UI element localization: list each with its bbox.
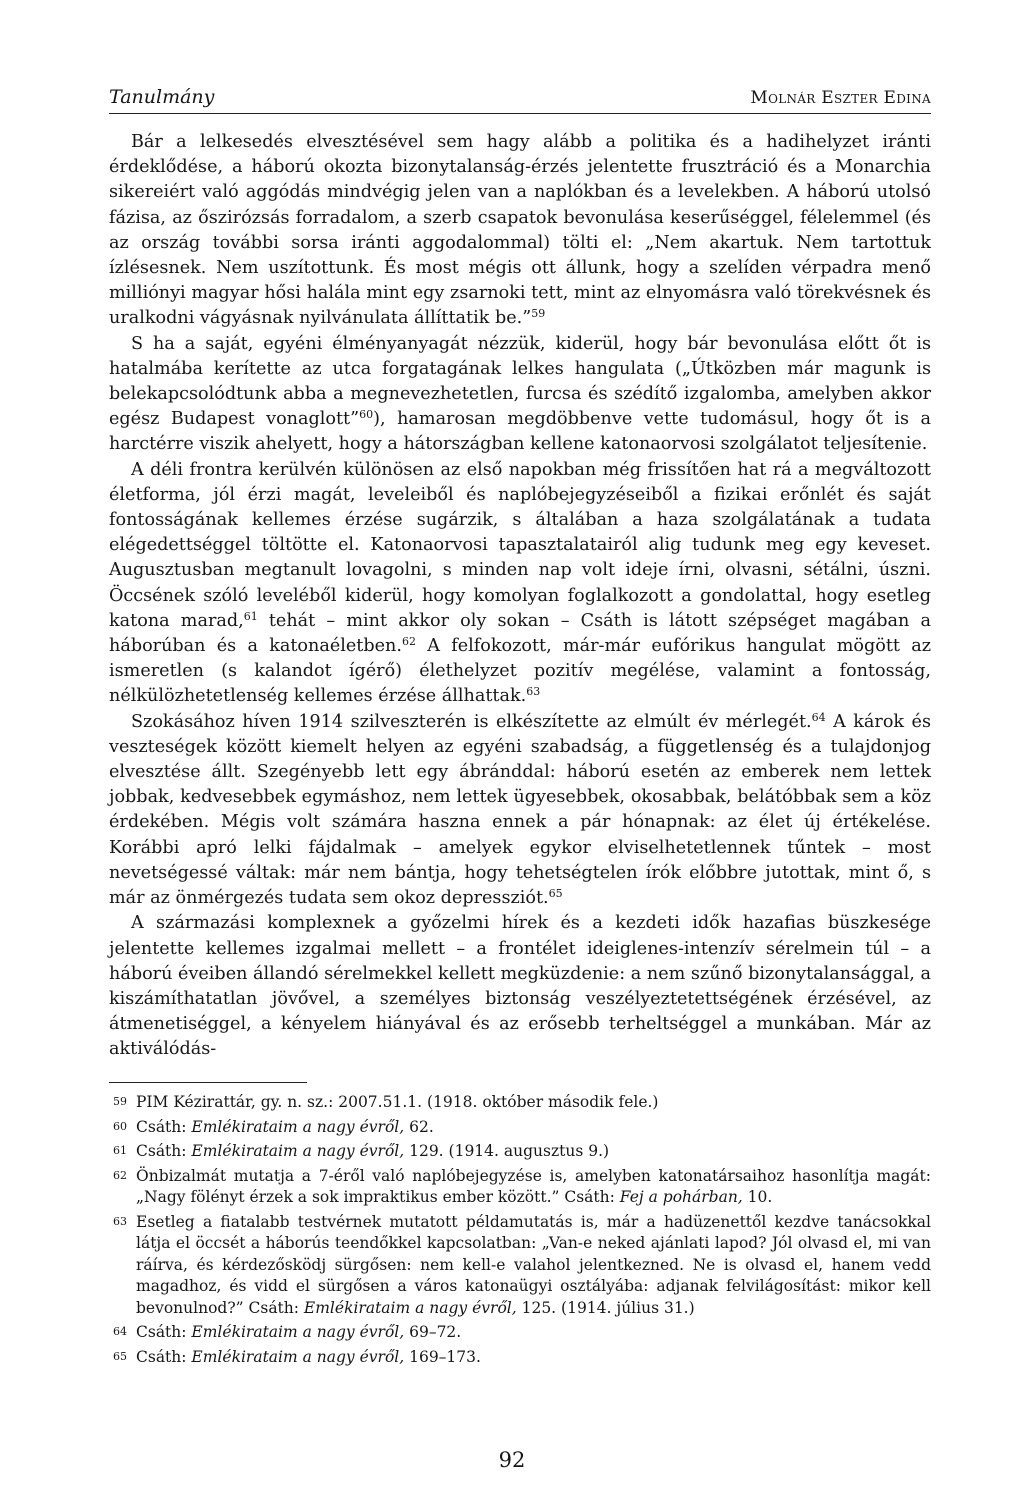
footnote-number: 65 [113,1349,127,1363]
footnote-ref[interactable]: 65 [548,887,563,901]
footnote-number: 61 [113,1144,127,1157]
footnote-ref[interactable]: 59 [531,307,546,321]
footnote-59: 59 PIM Kézirattár, gy. n. sz.: 2007.51.1. (1918. október második fele.) [113,1093,659,1111]
footnote-65: 65 Csáth: Emlékirataim a nagy évről, 169–173. [113,1347,481,1366]
paragraph: A származási komplexnek a győzelmi hírek és a kezdeti idők hazafias büszkesége jelentette kellemes izgalmai mellett – a frontélet ideiglenes-intenzív sérelmein túl – a háború éveiben állandó sérelmekkel kellett megküzdenie: a nem szűnő bizonytalansággal, a kiszámíthatatlan jövővel, a személyes biztonság veszélyeztetettségének érzésével, az átmenetiséggel, a kényelem hiányával és az erősebb terheltséggel a munkában. Már az aktiválódás- [109,913,931,1060]
footnote-ref[interactable]: 63 [526,685,541,699]
section-label: Tanulmány [109,86,215,108]
footnote-ref[interactable]: 60 [359,408,374,422]
paragraph: A déli frontra kerülvén különösen az első napokban még frissítően hat rá a megváltozott életforma, jól érzi magát, leveleiből és naplóbejegyzéseiből a fizikai erőnlét és saját fontosságának kellemes érzése sugárzik, s általában a haza szolgálatának a tudata elégedettséggel töltötte el. Katonaorvosi tapasztalatairól alig tudunk meg egy keveset. Augusztusban megtanult lovagolni, s minden nap volt ideje írni, olvasni, sétálni, úszni. Öccsének szóló leveléből kiderül, hogy komolyan foglalkozott a gondolattal, hogy esetleg katona marad,$^{61}$ tehát – mint akkor oly sokan – Csáth is látott szépséget magában a háborúban és a katonaéletben.$^{62}$ A felfokozott, már-már eufórikus hangulat mögött az ismeretlen (s kalandot ígérő) élethelyzet pozitív megélése, valamint a fontosság, nélkülözhetetlenség kellemes érzése állhattak.$^{63}$ [109,459,931,707]
footnote-number: 59 [113,1095,127,1108]
footnote-ref[interactable]: 64 [811,710,826,724]
footnote-ref[interactable]: 62 [401,635,416,649]
footnotes [109,1092,931,1371]
footnote-number: 62 [113,1168,127,1182]
footnote-number: 63 [113,1214,127,1228]
work-title: Emlékirataim a nagy évről, [191,1347,405,1366]
paragraph: Szokásához híven 1914 szilveszterén is elkészítette az elmúlt év mérlegét.$^{64}$ A károk és veszteségek között kiemelt helyen az egyéni szabadság, a függetlenség és a tulajdonjog elvesztése állt. Szegényebb lett egy ábránddal: háború esetén az emberek nem lettek jobbak, kedvesebbek egymáshoz, nem lettek ügyesebbek, okosabbak, belátóbbak sem a köz érdekében. Mégis volt számára haszna ennek a pár hónapnak: az élet új értékelése. Korábbi apró lelki fájdalmak – amelyek egykor elviselhetetlennek tűntek – most nevetségessé váltak: már nem bántja, hogy tehetségtelen írók előbbre jutottak, mint ő, s már az önmérgezés tudata sem okoz depressziót.$^{65}$ [109,710,931,909]
work-title: Emlékirataim a nagy évről, [303,1298,517,1317]
paragraph: Bár a lelkesedés elvesztésével sem hagy alább a politika és a hadihelyzet iránti érdeklődése, a háború okozta bizonytalanság-érzés jelentette frusztráció és a Monarchia sikereiért való aggódás mindvégig jelen van a naplókban és a levelekben. A háború utolsó fázisa, az őszirózsás forradalom, a szerb csapatok bevonulása keserűséggel, félelemmel (és az ország további sorsa iránti aggodalommal) tölti el: „Nem akartuk. Nem tartottuk ízlésesnek. Nem uszítottunk. És most mégis ott állunk, hogy a szelíden vérpadra menő milliónyi magyar hősi halála mint egy zsarnoki tett, mint az elnyomásra való törekvésnek és uralkodni vágyásnak nyilvánulata állíttatik be.”$^{59}$ [109,132,931,329]
footnote-number: 64 [113,1325,127,1338]
footnote-divider [109,1082,307,1083]
author-name: Molnár Eszter Edina [750,88,931,108]
footnote-61: 61 Csáth: Emlékirataim a nagy évről, 129. (1914. augusztus 9.) [113,1142,610,1160]
footnote-ref[interactable]: 61 [243,609,258,623]
footnote-63: 63 Esetleg a fiatalabb testvérnek mutatott példamutatás is, már a hadüzenettől kezdve tanácsokkal látja el öccsét a háborús teendőkkel kapcsolatban: „Van-e neked ajánlati lapod? Jól olvasd el, mi van ráírva, és kérdezősködj sürgősen: nem kell-e valahol jelentkezned. Ne is olvasd el, hanem vedd magadhoz, és vidd el sürgősen a város katonaügyi osztályába: adjanak felvilágosítást: mikor kell bevonulnod?” Csáth: Emlékirataim a nagy évről, 125. (1914. július 31.) [113,1212,931,1317]
paragraph: S ha a saját, egyéni élményanyagát nézzük, kiderül, hogy bár bevonulása előtt őt is hatalmába kerítette az utca forgatagának lelkes hangulata („Útközben már magunk is belekapcsolódtunk abba a megnevezhetetlen, furcsa és szédítő izgalomba, amelyben akkor egész Budapest vonaglott”$^{60}$), hamarosan megdöbbenve vette tudomásul, hogy őt is a harctérre viszik ahelyett, hogy a hátországban kellene katonaorvosi szolgálatot teljesítenie. [109,333,932,455]
footnote-64: 64 Csáth: Emlékirataim a nagy évről, 69–72. [113,1323,462,1341]
work-title: Emlékirataim a nagy évről, [191,1323,405,1341]
work-title: Emlékirataim a nagy évről, [191,1117,405,1136]
work-title: Emlékirataim a nagy évről, [191,1142,405,1160]
running-header [109,86,931,114]
page-number: 92 [498,1448,526,1472]
footnote-62: 62 Önbizalmát mutatja a 7-éről való naplóbejegyzése is, amelyben katonatársaihoz hasonlítja magát: „Nagy fölényt érzek a sok impraktikus ember között.” Csáth: Fej a pohárban, 10. [113,1166,931,1206]
work-title: Fej a pohárban, [619,1188,743,1206]
footnote-60: 60 Csáth: Emlékirataim a nagy évről, 62. [113,1117,434,1136]
body-text [109,130,931,1063]
footnote-number: 60 [113,1119,127,1133]
